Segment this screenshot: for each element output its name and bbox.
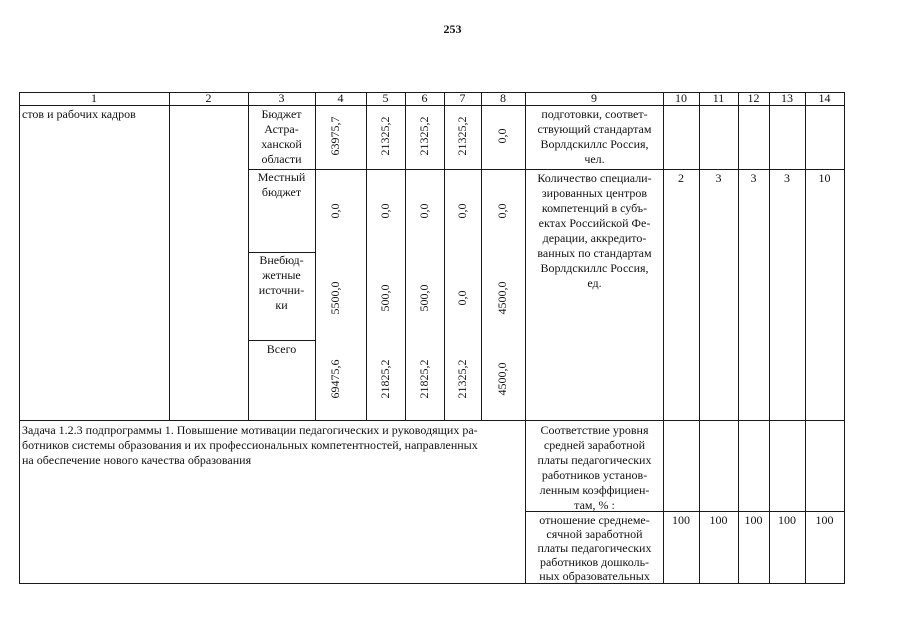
- column-header: 10: [675, 91, 687, 105]
- column-header: 8: [500, 91, 506, 105]
- funding-value: 4500,0: [495, 362, 509, 396]
- funding-value: 21325,2: [417, 116, 431, 156]
- indicator-value: 2: [678, 171, 684, 185]
- column-divider: [444, 92, 445, 421]
- column-divider: [663, 92, 664, 584]
- sub-indicator-cell: отношение среднеме- сячной заработной платы педагогических работников дошколь- ных образовательных: [537, 513, 652, 583]
- funding-value: 0,0: [378, 203, 392, 219]
- column-header: 14: [818, 91, 831, 105]
- table-border-left: [19, 92, 20, 584]
- indicator-value: 10: [818, 171, 831, 185]
- sub-indicator-value: 100: [672, 513, 690, 527]
- column-divider: [366, 92, 367, 421]
- funding-source-cell: Всего: [266, 342, 297, 356]
- column-divider: [405, 92, 406, 421]
- indicator-value: 3: [750, 171, 757, 185]
- column-header: 2: [205, 91, 212, 105]
- column-divider: [769, 92, 770, 584]
- funding-value: 0,0: [328, 203, 342, 219]
- funding-value: 500,0: [378, 284, 392, 312]
- budget-table: [19, 92, 845, 584]
- funding-value: 5500,0: [328, 281, 342, 315]
- column-header: 5: [382, 91, 389, 105]
- funding-value: 500,0: [417, 284, 431, 312]
- column-header: 1: [91, 91, 97, 105]
- column-header: 7: [459, 91, 466, 105]
- sub-indicator-value: 100: [778, 513, 796, 527]
- funding-value: 4500,0: [495, 281, 509, 315]
- funding-value: 0,0: [417, 203, 431, 219]
- column-header: 3: [278, 91, 285, 105]
- indicator-cell: Соответствие уровня средней заработной платы педагогических работников установ- ленным коэффициен- там, % :: [537, 423, 652, 512]
- funding-value: 21825,2: [378, 359, 392, 399]
- column-divider: [805, 92, 806, 584]
- column-header: 6: [421, 91, 428, 105]
- section-divider: [19, 420, 845, 421]
- indicator-cell: подготовки, соответ- ствующий стандартам Ворлдскиллс Россия, чел.: [537, 107, 652, 166]
- indicator-cell: Количество специали- зированных центров компетенций в субъ- ектах Российской Фе- дерации, аккредито- ванных по стандартам Ворлдскиллс Россия, ед.: [537, 171, 652, 290]
- funding-value: 63975,7: [328, 116, 342, 156]
- funding-value: 21325,2: [378, 116, 392, 156]
- funding-value: 21325,2: [455, 116, 469, 156]
- indicator-value: 3: [784, 171, 790, 185]
- funding-value: 0,0: [455, 203, 469, 219]
- funding-value: 0,0: [495, 203, 509, 219]
- column-divider: [315, 92, 316, 421]
- sub-indicator-value: 100: [709, 513, 728, 527]
- column-header: 9: [591, 91, 597, 105]
- header-row-divider: [19, 105, 845, 106]
- event-name-cell: стов и рабочих кадров: [22, 107, 136, 121]
- column-divider: [481, 92, 482, 421]
- sub-indicator-value: 100: [815, 513, 834, 527]
- column-header: 12: [747, 91, 760, 105]
- funding-value: 0,0: [455, 290, 469, 306]
- funding-source-cell: Местный бюджет: [257, 170, 306, 199]
- task-heading: Задача 1.2.3 подпрограммы 1. Повышение мотивации педагогических и руководящих ра- ботников системы образования и их профессиональных компетентностей, направленных на обеспечение нового качества образования: [22, 423, 478, 467]
- funding-source-cell: Бюджет Астра- ханской области: [261, 107, 302, 166]
- column-header: 4: [337, 91, 344, 105]
- indicator-value: 3: [715, 171, 722, 185]
- table-border-bottom: [19, 583, 845, 584]
- sub-indicator-value: 100: [744, 513, 763, 527]
- table-border-right: [844, 92, 845, 584]
- row-divider: [248, 169, 845, 170]
- column-divider: [699, 92, 700, 584]
- column-header: 11: [712, 91, 725, 105]
- funding-value: 21325,2: [455, 359, 469, 399]
- column-divider: [738, 92, 739, 584]
- funding-value: 69475,6: [328, 359, 342, 399]
- funding-value: 0,0: [495, 128, 509, 144]
- page-number: 253: [443, 22, 462, 36]
- column-header: 13: [781, 91, 793, 105]
- funding-source-cell: Внебюд- жетные источни- ки: [258, 253, 305, 312]
- row-divider: [248, 340, 315, 341]
- column-divider: [169, 92, 170, 421]
- funding-value: 21825,2: [417, 359, 431, 399]
